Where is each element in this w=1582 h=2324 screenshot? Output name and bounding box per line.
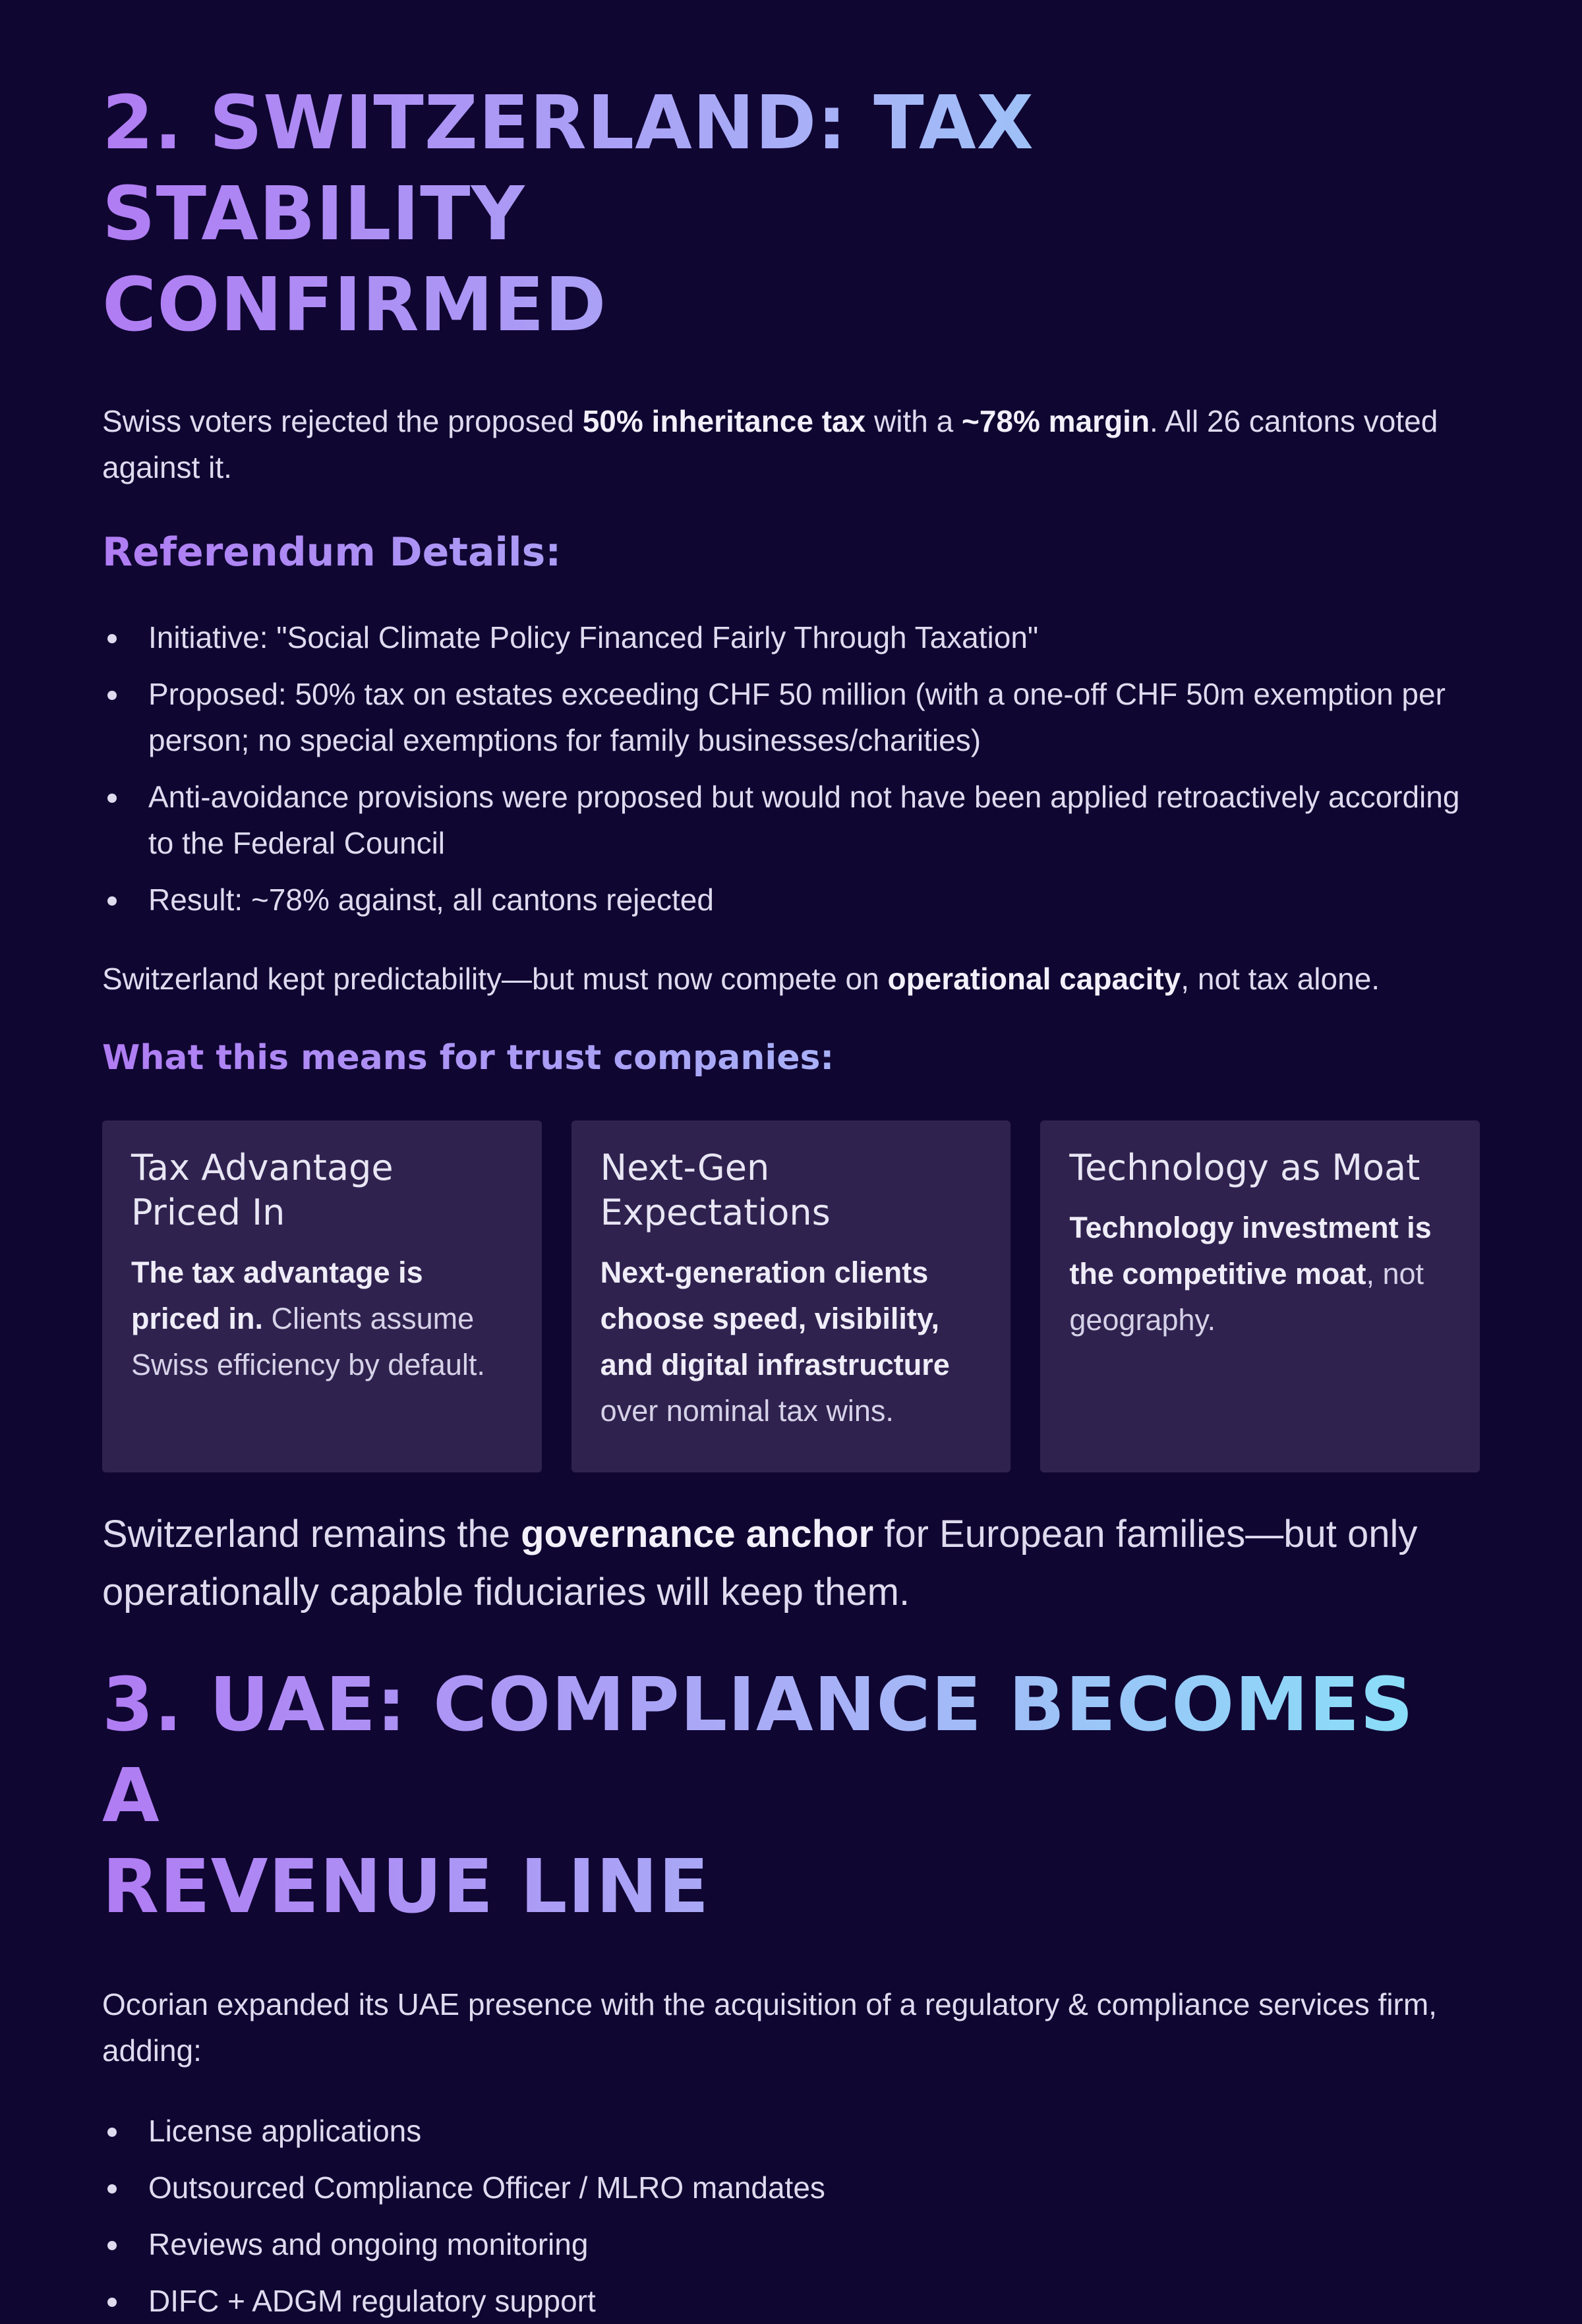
bullet-icon xyxy=(107,691,117,700)
list-item-text: Proposed: 50% tax on estates exceeding CHF 50 million (with a one-off CHF 50m exemption per person; no special exemptions for family businesses/charities) xyxy=(148,677,1446,757)
intro-text: . All 26 cantons voted against it. xyxy=(102,404,1438,484)
statement-bold: governance anchor xyxy=(521,1513,874,1555)
card-body-bold: Technology investment is the competitive moat xyxy=(1069,1211,1432,1291)
predictability-bold: operational capacity xyxy=(887,962,1181,996)
section3-title-line2: REVENUE LINE xyxy=(102,1842,1480,1932)
trust-companies-heading: What this means for trust companies: xyxy=(102,1035,1480,1081)
predictability-paragraph xyxy=(102,956,1480,1002)
card-body-text: over nominal tax wins. xyxy=(600,1394,894,1428)
list-item-text: Anti-avoidance provisions were proposed but would not have been applied retroactively according to the Federal Council xyxy=(148,780,1460,860)
referendum-details-heading: Referendum Details: xyxy=(102,526,1480,579)
section3-intro: Ocorian expanded its UAE presence with the acquisition of a regulatory & compliance services firm, adding: xyxy=(102,1987,1437,2068)
list-item-text: Reviews and ongoing monitoring xyxy=(148,2227,589,2261)
card-body-text: Clients assume Swiss efficiency by default. xyxy=(131,1302,485,1381)
card-technology xyxy=(1040,1120,1480,1472)
list-item xyxy=(102,2164,1480,2211)
uae-services-list xyxy=(102,2108,1480,2324)
intro-text: with a xyxy=(865,404,962,438)
list-item xyxy=(102,2108,1480,2154)
card-title: Tax Advantage Priced In xyxy=(131,1147,394,1233)
list-item-text: Result: ~78% against, all cantons rejected xyxy=(148,883,714,917)
section2-title-line1: 2. SWITZERLAND: TAX STABILITY xyxy=(102,78,1480,260)
governance-statement xyxy=(102,1505,1480,1621)
section3-title xyxy=(102,1660,1480,1932)
card-title: Next-Gen Expectations xyxy=(600,1147,831,1233)
list-item-text: Outsourced Compliance Officer / MLRO mandates xyxy=(148,2170,825,2205)
card-body-text: , not geography. xyxy=(1069,1257,1424,1337)
bullet-icon xyxy=(107,634,117,643)
card-body xyxy=(601,1250,982,1434)
list-item xyxy=(102,2278,1480,2324)
bullet-icon xyxy=(107,2128,117,2137)
section2-title-line2: CONFIRMED xyxy=(102,260,1480,351)
list-item xyxy=(102,614,1480,660)
card-tax-advantage xyxy=(102,1120,542,1472)
section2-intro xyxy=(102,398,1480,490)
card-body xyxy=(131,1250,513,1388)
predictability-text: , not tax alone. xyxy=(1181,962,1380,996)
card-body xyxy=(1069,1205,1451,1343)
bullet-icon xyxy=(107,2298,117,2307)
list-item-text: DIFC + ADGM regulatory support xyxy=(148,2284,596,2318)
bullet-icon xyxy=(107,2241,117,2250)
section3-title-line1: 3. UAE: COMPLIANCE BECOMES A xyxy=(102,1660,1480,1842)
bullet-icon xyxy=(107,794,117,803)
referendum-details-list xyxy=(102,614,1480,923)
card-title: Technology as Moat xyxy=(1069,1147,1421,1188)
intro-bold-margin: ~78% margin xyxy=(961,404,1150,438)
bullet-icon xyxy=(107,2184,117,2193)
list-item xyxy=(102,2221,1480,2267)
intro-bold-tax: 50% inheritance tax xyxy=(582,404,866,438)
bullet-icon xyxy=(107,896,117,906)
list-item-text: License applications xyxy=(148,2114,422,2148)
list-item xyxy=(102,671,1480,763)
card-body-bold: Next-generation clients choose speed, visibility, and digital infrastructure xyxy=(600,1256,950,1381)
list-item xyxy=(102,774,1480,866)
predictability-text: Switzerland kept predictability—but must now compete on xyxy=(102,962,888,996)
implications-cards xyxy=(102,1120,1480,1472)
card-next-gen xyxy=(571,1120,1011,1472)
intro-text: Swiss voters rejected the proposed xyxy=(102,404,583,438)
statement-text: Switzerland remains the xyxy=(102,1513,521,1555)
list-item xyxy=(102,877,1480,923)
list-item-text: Initiative: "Social Climate Policy Financed Fairly Through Taxation" xyxy=(148,620,1039,654)
card-body-bold: The tax advantage is priced in. xyxy=(131,1256,423,1335)
statement-text: for European families—but only operationally capable fiduciaries will keep them. xyxy=(102,1513,1418,1613)
section2-title xyxy=(102,78,1480,351)
